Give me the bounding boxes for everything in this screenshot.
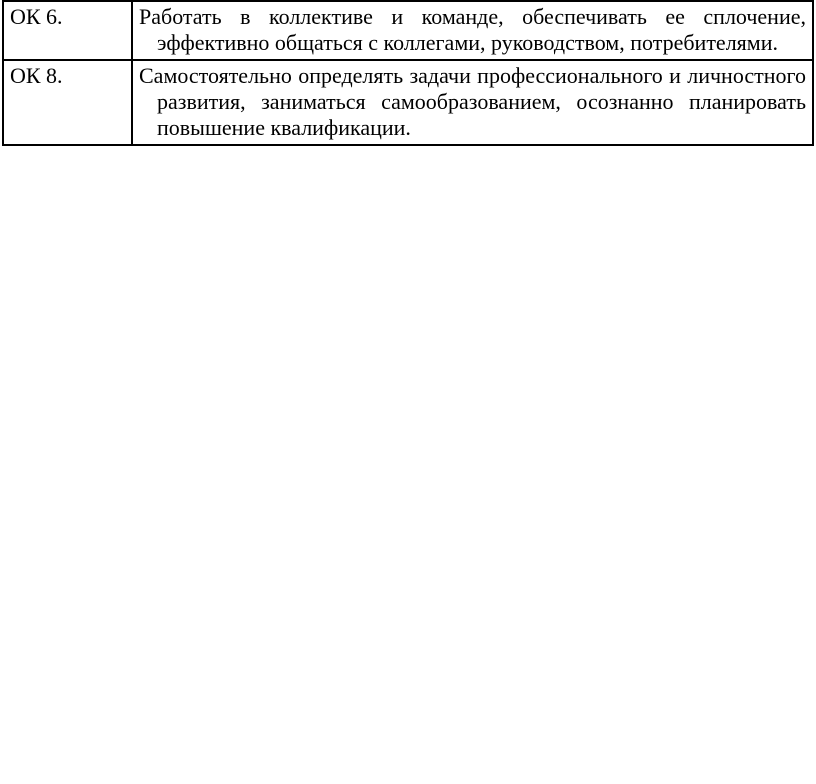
competency-description-cell	[132, 1, 813, 60]
competency-description-cell	[132, 60, 813, 145]
table-row	[3, 1, 813, 60]
competency-code: ОК 6.	[3, 1, 132, 60]
competency-code: ОК 8.	[3, 60, 132, 145]
table-row	[3, 60, 813, 145]
competency-description: Самостоятельно определять задачи профессионального и личностного развития, заниматься самообразованием, осознанно планировать повышение квалификации.	[139, 63, 806, 140]
competency-description: Работать в коллективе и команде, обеспечивать ее сплочение, эффективно общаться с коллегами, руководством, потребителями.	[139, 4, 806, 55]
competencies-table	[2, 0, 814, 146]
